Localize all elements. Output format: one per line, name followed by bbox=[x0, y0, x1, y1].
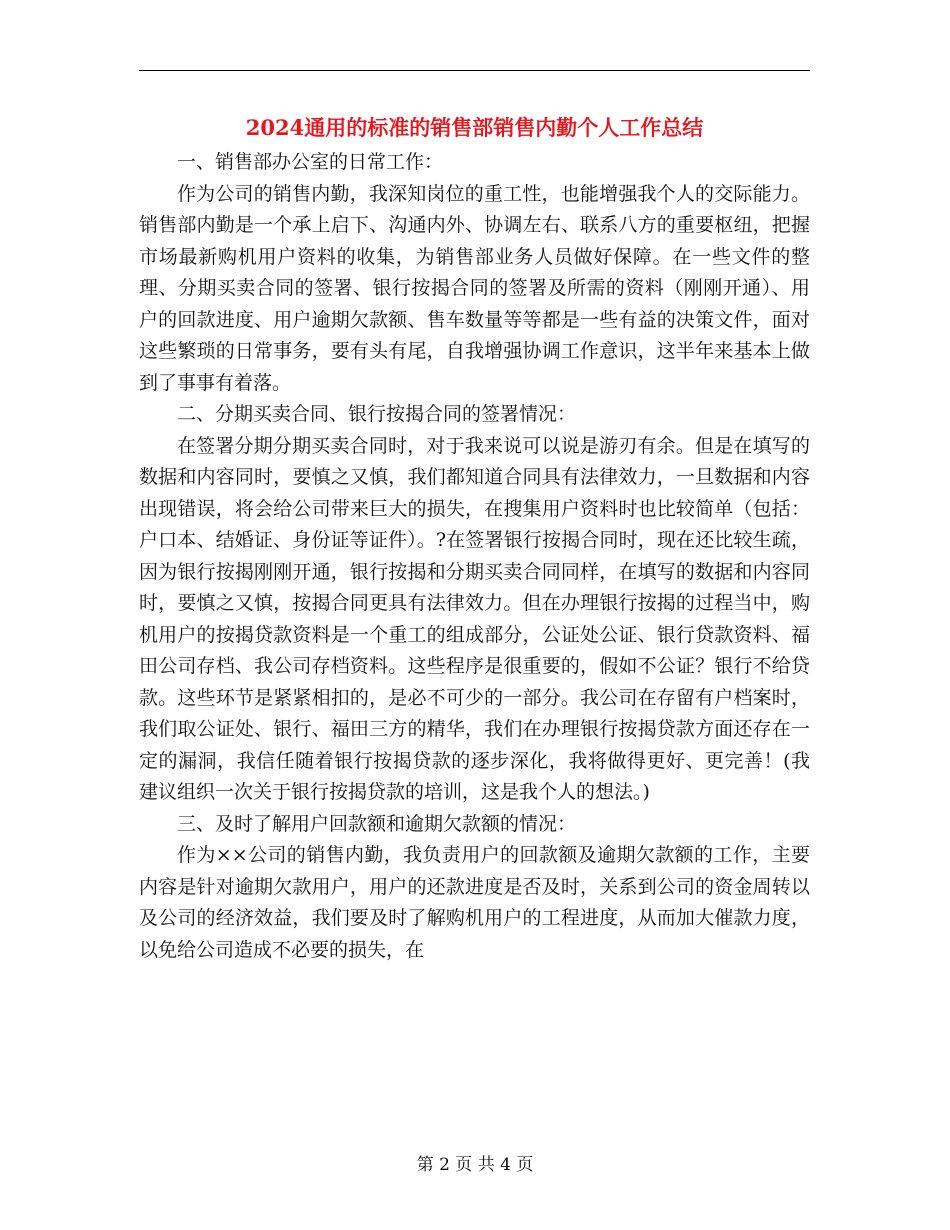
section-1-heading: 一、销售部办公室的日常工作： bbox=[177, 151, 444, 173]
section-2-heading: 二、分期买卖合同、银行按揭合同的签署情况： bbox=[177, 403, 577, 425]
section-1-paragraph: 作为公司的销售内勤，我深知岗位的重工性，也能增强我个人的交际能力。销售部内勤是一个承上启下、沟通内外、协调左右、联系八方的重要枢纽，把握市场最新购机用户资料的收集，为销售部业务人员做好保障。在一些文件的整理、分期买卖合同的签署、银行按揭合同的签署及所需的资料（刚刚开通）、用户的回款进度、用户逾期欠款额、售车数量等等都是一些有益的决策文件，面对这些繁琐的日常事务，要有头有尾，自我增强协调工作意识，这半年来基本上做到了事事有着落。 bbox=[139, 182, 810, 394]
document-body bbox=[139, 147, 810, 966]
header-rule bbox=[139, 70, 810, 71]
section-3-paragraph: 作为××公司的销售内勤，我负责用户的回款额及逾期欠款额的工作，主要内容是针对逾期欠款用户，用户的还款进度是否及时，关系到公司的资金周转以及公司的经济效益，我们要及时了解购机用户的工程进度，从而加大催款力度，以免给公司造成不必要的损失，在 bbox=[139, 844, 810, 961]
page-number: 第 2 页 共 4 页 bbox=[416, 1155, 534, 1175]
section-3-heading: 三、及时了解用户回款额和逾期欠款额的情况： bbox=[177, 812, 577, 835]
document-title: 2024通用的标准的销售部销售内勤个人工作总结 bbox=[245, 115, 704, 140]
section-2-paragraph: 在签署分期分期买卖合同时，对于我来说可以说是游刃有余。但是在填写的数据和内容同时，要慎之又慎，我们都知道合同具有法律效力，一旦数据和内容出现错误，将会给公司带来巨大的损失，在搜集用户资料时也比较简单（包括：户口本、结婚证、身份证等证件）。?在签署银行按揭合同时，现在还比较生疏，因为银行按揭刚刚开通，银行按揭和分期买卖合同同样，在填写的数据和内容同时，要慎之又慎，按揭合同更具有法律效力。但在办理银行按揭的过程当中，购机用户的按揭贷款资料是一个重工的组成部分，公证处公证、银行贷款资料、福田公司存档、我公司存档资料。这些程序是很重要的，假如不公证？银行不给贷款。这些环节是紧紧相扣的，是必不可少的一部分。我公司在存留有户档案时，我们取公证处、银行、福田三方的精华，我们在办理银行按揭贷款方面还存在一定的漏洞，我信任随着银行按揭贷款的逐步深化，我将做得更好、更完善！(我建议组织一次关于银行按揭贷款的培训，这是我个人的想法。) bbox=[139, 434, 810, 803]
